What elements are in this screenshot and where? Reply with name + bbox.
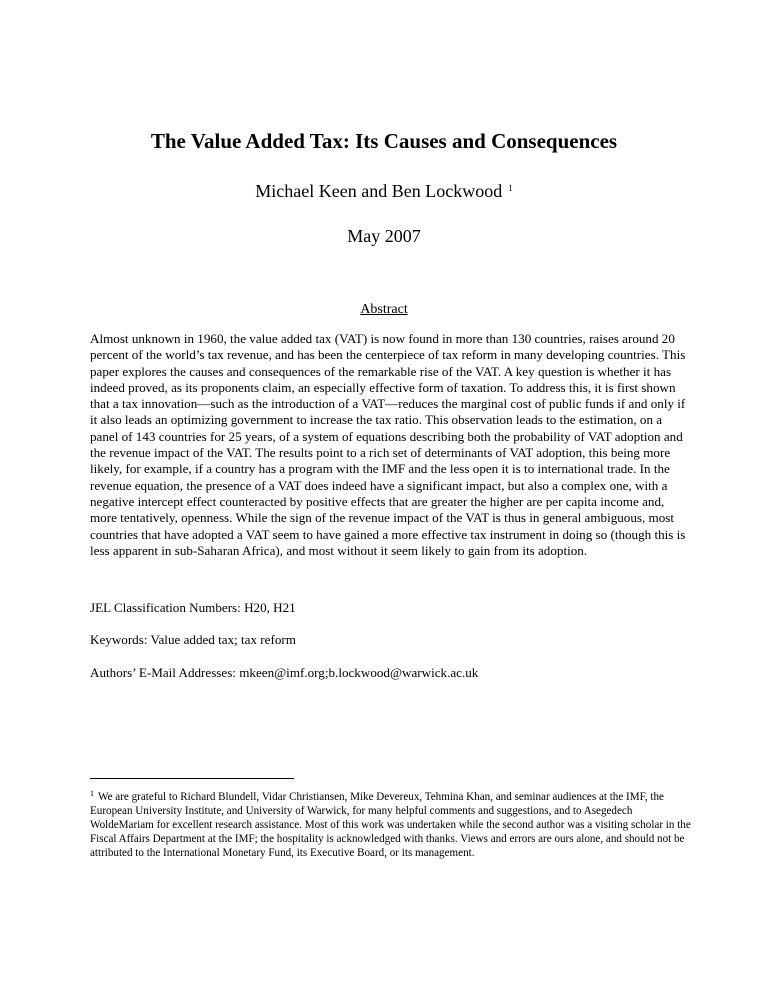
paper-date: May 2007: [347, 226, 421, 246]
author-line: [0, 177, 768, 202]
keywords: Keywords: Value added tax; tax reform: [90, 632, 296, 647]
footnote-divider: [90, 778, 294, 779]
paper-title: The Value Added Tax: Its Causes and Consequences: [150, 129, 618, 153]
author-footnote-mark: 1: [508, 183, 513, 193]
author-names: Michael Keen and Ben Lockwood: [255, 181, 503, 201]
jel-classification: JEL Classification Numbers: H20, H21: [90, 600, 296, 615]
author-emails: Authors’ E-Mail Addresses: mkeen@imf.org;b.lockwood@warwick.ac.uk: [90, 665, 479, 680]
abstract-text: Almost unknown in 1960, the value added tax (VAT) is now found in more than 130 countries, raises around 20 percent of the world’s tax revenue, and has been the centerpiece of tax reform in many developing countries. This paper explores the causes and consequences of the remarkable rise of the VAT. A key question is whether it has indeed proved, as its proponents claim, an especially effective form of taxation. To address this, it is first shown that a tax innovation—such as the introduction of a VAT—reduces the marginal cost of public funds if and only if it also leads an optimizing government to increase the tax ratio. This observation leads to the estimation, on a panel of 143 countries for 25 years, of a system of equations describing both the probability of VAT adoption and the revenue impact of the VAT. The results point to a rich set of determinants of VAT adoption, this being more likely, for example, if a country has a program with the IMF and the less open it is to international trade. In the revenue equation, the presence of a VAT does indeed have a significant impact, but also a complex one, with a negative intercept effect counteracted by positive effects that are greater the higher are per capita income and, more tentatively, openness. While the sign of the revenue impact of the VAT is thus in general ambiguous, most countries that have adopted a VAT seem to have gained a more effective tax instrument in doing so (though this is less apparent in sub-Saharan Africa), and most without it seem likely to gain from its adoption.: [90, 331, 686, 558]
footnote: [90, 787, 692, 860]
abstract-heading: Abstract: [360, 302, 408, 317]
footnote-mark: 1: [90, 789, 94, 798]
footnote-text: We are grateful to Richard Blundell, Vidar Christiansen, Mike Devereux, Tehmina Khan, and seminar audiences at the IMF, the European University Institute, and University of Warwick, for many helpful comments and suggestions, and to Asegedech WoldeMariam for excellent research assistance. Most of this work was undertaken while the second author was a visiting scholar in the Fiscal Affairs Department at the IMF; the hospitality is acknowledged with thanks. Views and errors are ours alone, and should not be attributed to the International Monetary Fund, its Executive Board, or its management.: [90, 791, 691, 859]
